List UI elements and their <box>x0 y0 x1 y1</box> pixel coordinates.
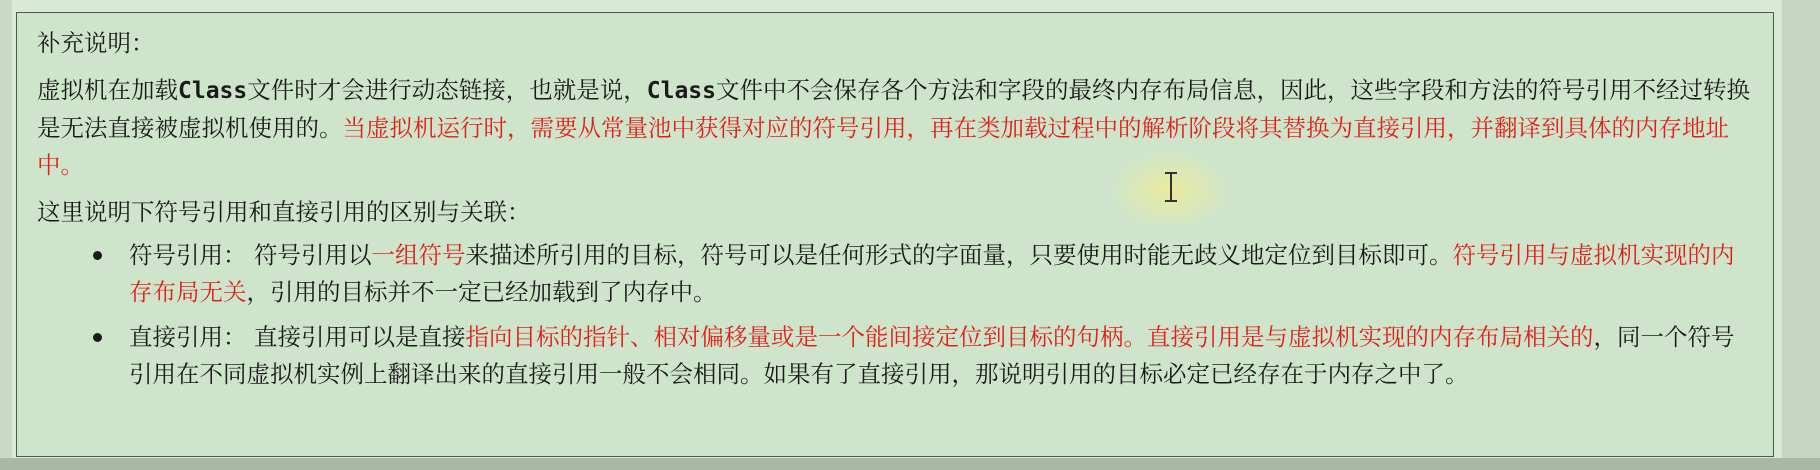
bottom-scrollbar[interactable] <box>0 458 1820 470</box>
bullet-dot <box>93 333 102 342</box>
reference-type-list <box>37 237 1753 393</box>
supplementary-note-box <box>16 12 1774 457</box>
direct-red-a: 指向目标的指针、相对偏移量或是一个能间接定位到目标的句柄。直接引用是与虚拟机实现的内存布局相关的 <box>465 323 1594 351</box>
left-panel-edge <box>0 0 12 470</box>
para1-text-b: 文件时才会进行动态链接，也就是说， <box>247 76 647 104</box>
para1-text-c: 文件中不会保存各个方法和字段的最终内存布局信息，因此，这些字段和方法的符号引用不经过转换是无法直接被虚拟机使用的。 <box>37 76 1750 142</box>
direct-text-b: ，同一个符号引用在不同虚拟机实例上翻译出来的直接引用一般不会相同。如果有了直接引用，那说明引用的目标必定已经存在于内存之中了。 <box>129 323 1735 388</box>
list-item-direct-reference <box>37 319 1753 393</box>
bullet-dot <box>93 251 102 260</box>
dynamic-linking-paragraph <box>37 72 1753 184</box>
text-cursor-icon <box>1170 172 1172 202</box>
symbolic-red-b: 符号引用与虚拟机实现的内存布局无关 <box>129 241 1735 306</box>
difference-intro: 这里说明下符号引用和直接引用的区别与关联： <box>37 198 531 226</box>
direct-text-a: 直接引用可以是直接 <box>253 323 466 351</box>
direct-term: 直接引用： <box>129 323 247 351</box>
class-keyword-b: Class <box>646 78 716 104</box>
symbolic-text-b: 来描述所引用的目标，符号可以是任何形式的字面量，只要使用时能无歧义地定位到目标即可。 <box>465 241 1453 269</box>
list-item-symbolic-reference <box>37 237 1753 311</box>
note-heading: 补充说明： <box>37 29 155 57</box>
para1-red-highlight: 当虚拟机运行时，需要从常量池中获得对应的符号引用，再在类加载过程中的解析阶段将其替换为直接引用，并翻译到具体的内存地址中。 <box>37 114 1729 179</box>
para1-text-a: 虚拟机在加载 <box>37 76 178 104</box>
symbolic-term: 符号引用： <box>129 241 247 269</box>
symbolic-text-c: ，引用的目标并不一定已经加载到了内存中。 <box>246 278 717 306</box>
symbolic-text-a: 符号引用以 <box>253 241 372 269</box>
right-panel-edge <box>1782 0 1820 470</box>
symbolic-red-a: 一组符号 <box>371 241 466 269</box>
class-keyword-a: Class <box>178 78 248 104</box>
